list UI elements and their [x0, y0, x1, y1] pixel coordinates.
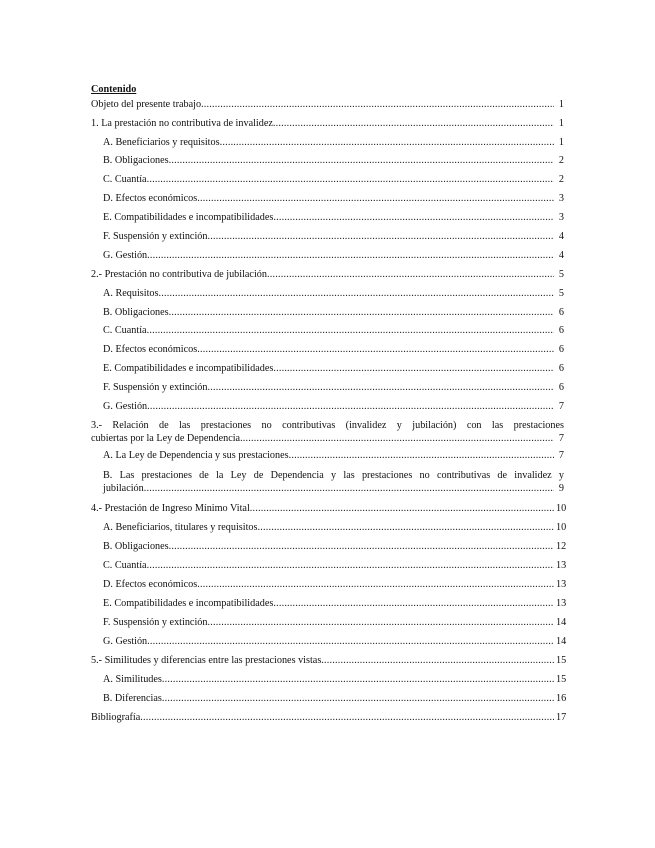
- toc-entry-label: 5.- Similitudes y diferencias entre las prestaciones vistas: [91, 655, 322, 666]
- toc-entry[interactable]: [91, 173, 564, 186]
- toc-entry-row: [103, 540, 567, 553]
- toc-entry[interactable]: [91, 381, 564, 394]
- dot-leader: [169, 306, 554, 319]
- toc-entry-page-number: 4: [558, 250, 564, 261]
- toc-entry-page-number: 7: [558, 433, 564, 444]
- toc-entry-label: B. Diferencias: [103, 693, 162, 704]
- toc-entry[interactable]: [91, 616, 567, 629]
- toc-entry-label: D. Efectos económicos: [103, 344, 198, 355]
- toc-entry-row: [91, 268, 564, 281]
- toc-entry-label: B. Obligaciones: [103, 155, 169, 166]
- toc-entry-label: E. Compatibilidades e incompatibilidades: [103, 212, 274, 223]
- toc-entry-page-number: 1: [558, 99, 564, 110]
- toc-entry[interactable]: [91, 211, 564, 224]
- toc-entry[interactable]: [91, 469, 564, 495]
- toc-entry-label: E. Compatibilidades e incompatibilidades: [103, 598, 274, 609]
- toc-entry-label: B. Obligaciones: [103, 307, 169, 318]
- dot-leader: [147, 249, 554, 262]
- dot-leader: [147, 559, 554, 572]
- dot-leader: [158, 287, 554, 300]
- toc-entry-label: A. Beneficiarios y requisitos: [103, 137, 220, 148]
- toc-entry[interactable]: [91, 711, 567, 724]
- toc-entry-row: [103, 449, 564, 462]
- toc-entry[interactable]: [91, 521, 567, 534]
- toc-entry-page-number: 3: [558, 212, 564, 223]
- toc-entry-row: [91, 502, 567, 515]
- toc-entry-page-number: 15: [556, 674, 567, 685]
- toc-entry-row: [103, 616, 567, 629]
- dot-leader: [147, 400, 554, 413]
- toc-entry-page-number: 6: [558, 363, 564, 374]
- toc-entry[interactable]: [91, 419, 564, 445]
- toc-entry-page-number: 12: [556, 541, 567, 552]
- toc-entry-page-number: 2: [558, 155, 564, 166]
- toc-entry-page-number: 7: [558, 450, 564, 461]
- dot-leader: [197, 192, 554, 205]
- toc-entry-label: A. Beneficiarios, titulares y requisitos: [103, 522, 258, 533]
- toc-entry[interactable]: [91, 324, 564, 337]
- toc-entry-row: [103, 521, 567, 534]
- dot-leader: [273, 211, 554, 224]
- toc-entry-row: [103, 692, 567, 705]
- toc-entry-row: [103, 635, 567, 648]
- toc-entry-label: jubilación: [103, 483, 144, 494]
- toc-entry[interactable]: [91, 559, 567, 572]
- toc-entry-page-number: 16: [556, 693, 567, 704]
- toc-entry-row: [103, 192, 564, 205]
- toc-entry-row: [103, 306, 564, 319]
- toc-entry-page-number: 15: [556, 655, 567, 666]
- toc-title: Contenido: [91, 84, 137, 95]
- table-of-contents: [91, 84, 567, 723]
- toc-entry-label: G. Gestión: [103, 636, 148, 647]
- dot-leader: [169, 154, 554, 167]
- toc-entry[interactable]: [91, 362, 564, 375]
- toc-entry-row: [103, 136, 564, 149]
- toc-entry-page-number: 10: [556, 522, 567, 533]
- dot-leader: [147, 635, 554, 648]
- toc-entry-label: cubiertas por la Ley de Dependencia: [91, 433, 241, 444]
- dot-leader: [169, 540, 554, 553]
- toc-entry-page-number: 2: [558, 174, 564, 185]
- dot-leader: [207, 616, 554, 629]
- toc-entry-row: [103, 578, 567, 591]
- dot-leader: [289, 449, 554, 462]
- toc-entry-label: C. Cuantía: [103, 174, 147, 185]
- toc-entry-row: [103, 287, 564, 300]
- toc-entry-row: [103, 343, 564, 356]
- dot-leader: [240, 432, 554, 445]
- toc-entry[interactable]: [91, 343, 564, 356]
- toc-entry[interactable]: [91, 540, 567, 553]
- toc-entry-page-number: 5: [558, 288, 564, 299]
- toc-entry-page-number: 1: [558, 118, 564, 129]
- toc-entry-row: [103, 673, 567, 686]
- toc-entry-row: [91, 98, 564, 111]
- toc-entry-page-number: 13: [556, 579, 567, 590]
- toc-entry[interactable]: [91, 578, 567, 591]
- toc-entry-label: 2.- Prestación no contributiva de jubilación: [91, 269, 267, 280]
- dot-leader: [140, 711, 554, 724]
- toc-entry[interactable]: [91, 449, 564, 462]
- toc-entry-row: [91, 432, 564, 445]
- toc-entry-row: [103, 324, 564, 337]
- toc-entry-label: D. Efectos económicos: [103, 579, 198, 590]
- toc-entry-row: [103, 173, 564, 186]
- toc-entry-label: 4.- Prestación de Ingreso Mínimo Vital: [91, 503, 250, 514]
- toc-entry[interactable]: [91, 654, 567, 667]
- toc-entry[interactable]: [91, 400, 564, 413]
- toc-entry-label: F. Suspensión y extinción: [103, 382, 208, 393]
- toc-entry[interactable]: [91, 287, 564, 300]
- toc-entry-label: F. Suspensión y extinción: [103, 617, 208, 628]
- toc-entry-label: C. Cuantía: [103, 325, 147, 336]
- toc-entry-page-number: 9: [558, 483, 564, 494]
- dot-leader: [321, 654, 554, 667]
- dot-leader: [162, 673, 554, 686]
- toc-entry[interactable]: [91, 136, 564, 149]
- toc-entry-row: [91, 654, 567, 667]
- toc-entry-label: A. Similitudes: [103, 674, 162, 685]
- toc-entry-label: B. Obligaciones: [103, 541, 169, 552]
- toc-entry-page-number: 6: [558, 307, 564, 318]
- toc-entry[interactable]: [91, 306, 564, 319]
- toc-entry[interactable]: [91, 635, 567, 648]
- toc-entry-page-number: 10: [556, 503, 567, 514]
- toc-entry-label-line1: B. Las prestaciones de la Ley de Dependencia y las prestaciones no contributivas de invalidez y: [103, 470, 564, 481]
- dot-leader: [207, 381, 554, 394]
- toc-entry-row: [103, 154, 564, 167]
- toc-entry[interactable]: [91, 597, 567, 610]
- toc-entry[interactable]: [91, 192, 564, 205]
- toc-entry[interactable]: [91, 692, 567, 705]
- dot-leader: [147, 324, 554, 337]
- toc-entry-label: G. Gestión: [103, 250, 148, 261]
- dot-leader: [257, 521, 554, 534]
- toc-entry-label: Objeto del presente trabajo: [91, 99, 202, 110]
- toc-entry-row: [103, 249, 564, 262]
- toc-entry-row: [103, 211, 564, 224]
- toc-entry-page-number: 6: [558, 325, 564, 336]
- dot-leader: [162, 692, 554, 705]
- toc-entry[interactable]: [91, 268, 564, 281]
- dot-leader: [144, 482, 554, 495]
- toc-entry-label: F. Suspensión y extinción: [103, 231, 208, 242]
- toc-entry[interactable]: [91, 154, 564, 167]
- toc-entry-page-number: 1: [558, 137, 564, 148]
- dot-leader: [197, 343, 554, 356]
- dot-leader: [197, 578, 554, 591]
- toc-entry-page-number: 6: [558, 344, 564, 355]
- toc-entry-row: [91, 117, 564, 130]
- toc-entry-row: [103, 381, 564, 394]
- toc-entry[interactable]: [91, 98, 564, 111]
- dot-leader: [250, 502, 554, 515]
- toc-entry-page-number: 13: [556, 598, 567, 609]
- toc-entry-page-number: 13: [556, 560, 567, 571]
- toc-entry-label: A. La Ley de Dependencia y sus prestaciones: [103, 450, 289, 461]
- dot-leader: [201, 98, 554, 111]
- toc-entry-page-number: 4: [558, 231, 564, 242]
- toc-entry[interactable]: [91, 117, 564, 130]
- toc-entry-page-number: 14: [556, 617, 567, 628]
- toc-entry-row: [103, 597, 567, 610]
- toc-entry[interactable]: [91, 249, 564, 262]
- toc-entry-row: [103, 482, 564, 495]
- toc-entry-page-number: 6: [558, 382, 564, 393]
- toc-entry-label: C. Cuantía: [103, 560, 147, 571]
- toc-entry[interactable]: [91, 673, 567, 686]
- toc-entry-page-number: 5: [558, 269, 564, 280]
- dot-leader: [147, 173, 554, 186]
- toc-entry[interactable]: [91, 230, 564, 243]
- toc-entry-label: 1. La prestación no contributiva de invalidez: [91, 118, 273, 129]
- dot-leader: [273, 362, 554, 375]
- toc-entry-row: [103, 362, 564, 375]
- dot-leader: [267, 268, 554, 281]
- toc-entry-page-number: 7: [558, 401, 564, 412]
- toc-entry-page-number: 14: [556, 636, 567, 647]
- toc-entry-page-number: 17: [556, 712, 567, 723]
- dot-leader: [207, 230, 554, 243]
- toc-entry-label: E. Compatibilidades e incompatibilidades: [103, 363, 274, 374]
- toc-entry-label: D. Efectos económicos: [103, 193, 198, 204]
- dot-leader: [220, 136, 554, 149]
- toc-entry-page-number: 3: [558, 193, 564, 204]
- dot-leader: [273, 117, 554, 130]
- toc-entry-label: Bibliografía: [91, 712, 141, 723]
- toc-entry-label-line1: 3.- Relación de las prestaciones no contributivas (invalidez y jubilación) con las prestaciones: [91, 420, 564, 431]
- toc-entry-row: [91, 711, 567, 724]
- toc-entry-label: A. Requisitos: [103, 288, 159, 299]
- dot-leader: [273, 597, 554, 610]
- toc-entry-row: [103, 230, 564, 243]
- toc-entry-label: G. Gestión: [103, 401, 148, 412]
- toc-entry[interactable]: [91, 502, 567, 515]
- toc-entry-row: [103, 559, 567, 572]
- toc-entry-row: [103, 400, 564, 413]
